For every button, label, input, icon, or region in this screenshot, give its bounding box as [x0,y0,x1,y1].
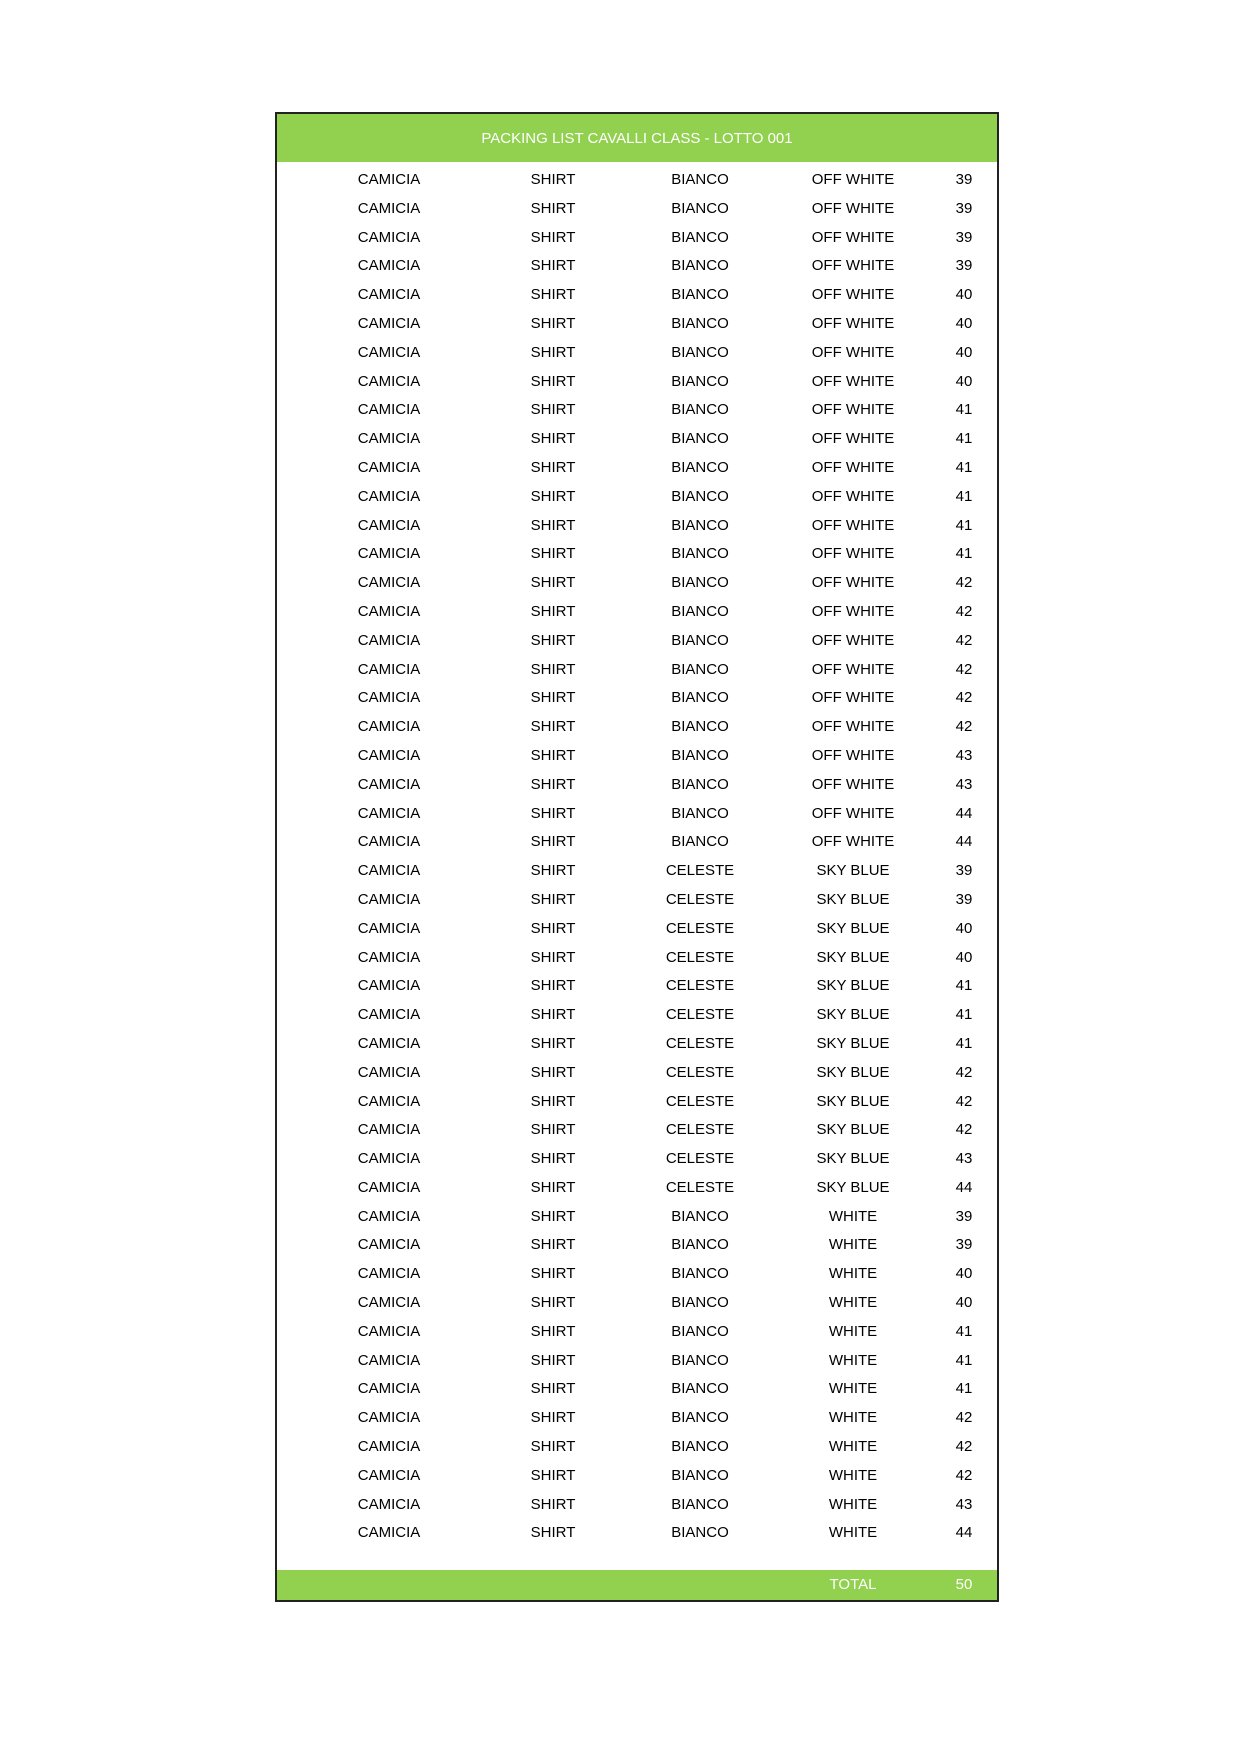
cell-item-en: SHIRT [530,890,576,908]
cell-size: 39 [955,228,973,246]
cell-item-en: SHIRT [530,804,576,822]
cell-color-it: CELESTE [665,1063,735,1081]
table-row [277,1433,997,1462]
cell-item-it: CAMICIA [357,804,421,822]
cell-size: 40 [955,372,973,390]
cell-item-it: CAMICIA [357,401,421,419]
cell-color-en: SKY BLUE [816,977,890,995]
table-row [277,713,997,742]
table-row [277,598,997,627]
cell-color-it: BIANCO [671,257,729,275]
cell-color-it: BIANCO [671,1495,729,1513]
cell-size: 42 [955,1438,973,1456]
cell-item-it: CAMICIA [357,286,421,304]
cell-item-it: CAMICIA [357,1236,421,1254]
cell-item-en: SHIRT [530,1034,576,1052]
table-row [277,483,997,512]
cell-color-it: BIANCO [671,574,729,592]
table-row [277,742,997,771]
cell-size: 40 [955,948,973,966]
cell-color-it: BIANCO [671,804,729,822]
cell-item-it: CAMICIA [357,862,421,880]
cell-color-en: SKY BLUE [816,1063,890,1081]
cell-size: 40 [955,919,973,937]
cell-color-en: OFF WHITE [811,660,895,678]
table-row [277,281,997,310]
cell-color-en: OFF WHITE [811,458,895,476]
cell-color-it: BIANCO [671,660,729,678]
cell-size: 41 [955,401,973,419]
cell-color-en: OFF WHITE [811,574,895,592]
cell-item-en: SHIRT [530,1121,576,1139]
cell-item-en: SHIRT [530,286,576,304]
cell-color-it: CELESTE [665,890,735,908]
cell-color-en: WHITE [828,1236,878,1254]
cell-item-it: CAMICIA [357,516,421,534]
cell-size: 40 [955,314,973,332]
cell-color-it: BIANCO [671,487,729,505]
cell-size: 41 [955,545,973,563]
table-row [277,1491,997,1520]
cell-color-it: BIANCO [671,775,729,793]
cell-color-it: BIANCO [671,458,729,476]
cell-color-it: BIANCO [671,1438,729,1456]
cell-item-en: SHIRT [530,602,576,620]
cell-item-it: CAMICIA [357,948,421,966]
cell-item-en: SHIRT [530,1236,576,1254]
cell-color-en: OFF WHITE [811,689,895,707]
table-row [277,195,997,224]
cell-item-en: SHIRT [530,574,576,592]
cell-color-en: OFF WHITE [811,746,895,764]
cell-item-it: CAMICIA [357,1063,421,1081]
table-row [277,915,997,944]
cell-item-en: SHIRT [530,458,576,476]
cell-color-en: WHITE [828,1207,878,1225]
cell-size: 39 [955,199,973,217]
table-row [277,310,997,339]
table-row [277,339,997,368]
cell-color-it: CELESTE [665,977,735,995]
cell-color-en: OFF WHITE [811,545,895,563]
cell-color-en: OFF WHITE [811,314,895,332]
cell-item-en: SHIRT [530,1092,576,1110]
cell-item-it: CAMICIA [357,718,421,736]
cell-color-en: OFF WHITE [811,804,895,822]
cell-color-it: BIANCO [671,343,729,361]
table-row [277,1059,997,1088]
cell-color-it: CELESTE [665,1006,735,1024]
cell-size: 42 [955,1121,973,1139]
cell-color-en: SKY BLUE [816,1121,890,1139]
cell-size: 42 [955,1409,973,1427]
packing-list-title: PACKING LIST CAVALLI CLASS - LOTTO 001 [277,114,997,162]
cell-item-en: SHIRT [530,1438,576,1456]
table-row [277,224,997,253]
cell-color-it: BIANCO [671,430,729,448]
table-row [277,396,997,425]
cell-item-en: SHIRT [530,516,576,534]
cell-color-it: BIANCO [671,545,729,563]
cell-item-it: CAMICIA [357,660,421,678]
cell-size: 41 [955,1034,973,1052]
cell-size: 42 [955,1092,973,1110]
cell-item-it: CAMICIA [357,545,421,563]
cell-item-it: CAMICIA [357,1409,421,1427]
cell-color-it: CELESTE [665,1121,735,1139]
table-row [277,886,997,915]
cell-color-it: BIANCO [671,1236,729,1254]
cell-color-it: BIANCO [671,602,729,620]
cell-item-en: SHIRT [530,199,576,217]
cell-color-en: WHITE [828,1380,878,1398]
cell-size: 42 [955,1063,973,1081]
cell-color-it: BIANCO [671,286,729,304]
cell-color-it: BIANCO [671,833,729,851]
table-row [277,1462,997,1491]
table-row [277,656,997,685]
table-row [277,944,997,973]
total-label: TOTAL [829,1576,877,1593]
cell-color-en: WHITE [828,1466,878,1484]
cell-color-it: BIANCO [671,1351,729,1369]
cell-color-it: BIANCO [671,718,729,736]
table-row [277,1519,997,1548]
cell-item-it: CAMICIA [357,314,421,332]
cell-item-en: SHIRT [530,718,576,736]
cell-item-en: SHIRT [530,660,576,678]
cell-item-en: SHIRT [530,257,576,275]
cell-color-en: OFF WHITE [811,718,895,736]
table-row [277,1116,997,1145]
cell-color-en: OFF WHITE [811,372,895,390]
cell-color-it: BIANCO [671,1265,729,1283]
cell-item-it: CAMICIA [357,919,421,937]
cell-item-en: SHIRT [530,1524,576,1542]
cell-size: 41 [955,516,973,534]
cell-color-it: CELESTE [665,1092,735,1110]
cell-item-en: SHIRT [530,1294,576,1312]
cell-color-it: BIANCO [671,1322,729,1340]
cell-item-en: SHIRT [530,1409,576,1427]
cell-size: 43 [955,746,973,764]
cell-color-en: SKY BLUE [816,890,890,908]
cell-size: 41 [955,487,973,505]
cell-item-it: CAMICIA [357,1150,421,1168]
cell-size: 39 [955,171,973,188]
cell-color-it: BIANCO [671,631,729,649]
cell-item-it: CAMICIA [357,1380,421,1398]
cell-size: 42 [955,574,973,592]
cell-color-en: SKY BLUE [816,862,890,880]
cell-item-en: SHIRT [530,1495,576,1513]
cell-color-en: WHITE [828,1495,878,1513]
cell-item-en: SHIRT [530,1207,576,1225]
cell-color-it: BIANCO [671,199,729,217]
table-row [277,1231,997,1260]
cell-item-it: CAMICIA [357,1294,421,1312]
cell-item-it: CAMICIA [357,372,421,390]
cell-color-it: CELESTE [665,1178,735,1196]
table-row [277,972,997,1001]
table-row [277,1145,997,1174]
total-value: 50 [955,1576,973,1593]
cell-item-it: CAMICIA [357,228,421,246]
table-row [277,1260,997,1289]
table-row [277,1001,997,1030]
cell-item-en: SHIRT [530,1063,576,1081]
table-row [277,1203,997,1232]
cell-item-en: SHIRT [530,746,576,764]
table-row [277,771,997,800]
table-row [277,1347,997,1376]
cell-item-en: SHIRT [530,343,576,361]
cell-item-en: SHIRT [530,977,576,995]
cell-item-it: CAMICIA [357,1121,421,1139]
cell-size: 39 [955,257,973,275]
cell-item-en: SHIRT [530,401,576,419]
cell-size: 44 [955,804,973,822]
cell-item-it: CAMICIA [357,1006,421,1024]
cell-item-en: SHIRT [530,1322,576,1340]
cell-color-it: BIANCO [671,1380,729,1398]
cell-color-en: SKY BLUE [816,1150,890,1168]
cell-color-it: BIANCO [671,1466,729,1484]
cell-item-en: SHIRT [530,1351,576,1369]
cell-item-it: CAMICIA [357,343,421,361]
cell-item-it: CAMICIA [357,1034,421,1052]
cell-color-en: OFF WHITE [811,775,895,793]
cell-color-en: OFF WHITE [811,516,895,534]
cell-item-it: CAMICIA [357,775,421,793]
cell-item-en: SHIRT [530,631,576,649]
cell-size: 42 [955,1466,973,1484]
cell-size: 44 [955,1524,973,1542]
cell-color-en: SKY BLUE [816,948,890,966]
cell-item-en: SHIRT [530,689,576,707]
cell-size: 40 [955,1265,973,1283]
table-row [277,828,997,857]
cell-item-it: CAMICIA [357,689,421,707]
total-bar [277,1570,997,1600]
cell-size: 41 [955,1322,973,1340]
cell-color-en: OFF WHITE [811,171,895,188]
cell-item-it: CAMICIA [357,458,421,476]
table-row [277,512,997,541]
cell-color-it: BIANCO [671,314,729,332]
cell-color-en: OFF WHITE [811,430,895,448]
cell-item-it: CAMICIA [357,430,421,448]
cell-color-it: BIANCO [671,1294,729,1312]
cell-color-en: WHITE [828,1322,878,1340]
packing-list-sheet [275,112,999,1602]
table-row [277,540,997,569]
table-row [277,1404,997,1433]
cell-size: 39 [955,890,973,908]
table-row [277,425,997,454]
cell-size: 44 [955,1178,973,1196]
cell-size: 40 [955,343,973,361]
cell-item-en: SHIRT [530,948,576,966]
cell-item-it: CAMICIA [357,1351,421,1369]
cell-color-en: SKY BLUE [816,1006,890,1024]
cell-item-en: SHIRT [530,1150,576,1168]
cell-size: 41 [955,1006,973,1024]
cell-item-it: CAMICIA [357,257,421,275]
cell-item-it: CAMICIA [357,199,421,217]
cell-item-it: CAMICIA [357,1438,421,1456]
cell-size: 43 [955,1150,973,1168]
cell-color-it: BIANCO [671,1524,729,1542]
cell-item-it: CAMICIA [357,746,421,764]
cell-color-en: OFF WHITE [811,257,895,275]
cell-item-en: SHIRT [530,430,576,448]
cell-color-en: SKY BLUE [816,1092,890,1110]
cell-color-it: BIANCO [671,401,729,419]
packing-list-rows [277,166,997,1548]
table-row [277,368,997,397]
table-row [277,1174,997,1203]
cell-color-en: SKY BLUE [816,919,890,937]
cell-color-it: BIANCO [671,516,729,534]
cell-color-it: CELESTE [665,1034,735,1052]
cell-size: 39 [955,1207,973,1225]
cell-item-it: CAMICIA [357,1178,421,1196]
cell-color-it: BIANCO [671,171,729,188]
table-row [277,1318,997,1347]
cell-color-it: CELESTE [665,1150,735,1168]
cell-color-en: OFF WHITE [811,401,895,419]
cell-color-en: WHITE [828,1294,878,1312]
cell-color-it: BIANCO [671,689,729,707]
cell-color-it: CELESTE [665,948,735,966]
table-row [277,684,997,713]
cell-item-en: SHIRT [530,171,576,188]
cell-color-en: WHITE [828,1351,878,1369]
cell-size: 41 [955,430,973,448]
cell-color-en: OFF WHITE [811,487,895,505]
table-row [277,1030,997,1059]
cell-size: 40 [955,1294,973,1312]
cell-color-it: CELESTE [665,862,735,880]
cell-item-it: CAMICIA [357,1092,421,1110]
table-row [277,800,997,829]
cell-color-en: OFF WHITE [811,228,895,246]
cell-color-en: WHITE [828,1409,878,1427]
cell-item-it: CAMICIA [357,1524,421,1542]
cell-size: 43 [955,775,973,793]
cell-color-it: BIANCO [671,746,729,764]
table-row [277,1375,997,1404]
cell-item-it: CAMICIA [357,602,421,620]
cell-color-en: OFF WHITE [811,602,895,620]
cell-size: 41 [955,977,973,995]
cell-item-en: SHIRT [530,862,576,880]
cell-color-it: BIANCO [671,372,729,390]
cell-item-en: SHIRT [530,1265,576,1283]
cell-color-en: OFF WHITE [811,343,895,361]
cell-item-en: SHIRT [530,314,576,332]
cell-item-it: CAMICIA [357,977,421,995]
cell-color-en: OFF WHITE [811,833,895,851]
cell-item-it: CAMICIA [357,171,421,188]
cell-item-it: CAMICIA [357,833,421,851]
cell-item-en: SHIRT [530,487,576,505]
cell-item-en: SHIRT [530,919,576,937]
cell-item-en: SHIRT [530,372,576,390]
cell-item-en: SHIRT [530,228,576,246]
cell-size: 42 [955,602,973,620]
table-row [277,1088,997,1117]
cell-size: 43 [955,1495,973,1513]
cell-size: 41 [955,458,973,476]
cell-size: 39 [955,862,973,880]
cell-item-it: CAMICIA [357,890,421,908]
cell-item-it: CAMICIA [357,1322,421,1340]
cell-color-it: CELESTE [665,919,735,937]
cell-color-en: WHITE [828,1524,878,1542]
cell-item-it: CAMICIA [357,1495,421,1513]
cell-item-en: SHIRT [530,833,576,851]
cell-size: 41 [955,1380,973,1398]
cell-item-en: SHIRT [530,775,576,793]
table-row [277,857,997,886]
table-row [277,454,997,483]
cell-item-it: CAMICIA [357,487,421,505]
cell-color-it: BIANCO [671,1207,729,1225]
table-row [277,627,997,656]
cell-color-en: OFF WHITE [811,286,895,304]
table-row [277,569,997,598]
cell-item-it: CAMICIA [357,1207,421,1225]
cell-item-en: SHIRT [530,1466,576,1484]
table-row [277,166,997,195]
cell-color-it: BIANCO [671,228,729,246]
cell-item-en: SHIRT [530,1380,576,1398]
cell-size: 42 [955,689,973,707]
cell-color-en: OFF WHITE [811,631,895,649]
cell-color-en: WHITE [828,1438,878,1456]
cell-size: 40 [955,286,973,304]
cell-item-it: CAMICIA [357,1265,421,1283]
cell-color-en: SKY BLUE [816,1034,890,1052]
cell-color-it: BIANCO [671,1409,729,1427]
cell-size: 39 [955,1236,973,1254]
cell-color-en: WHITE [828,1265,878,1283]
table-row [277,252,997,281]
cell-item-en: SHIRT [530,1006,576,1024]
cell-color-en: OFF WHITE [811,199,895,217]
cell-size: 42 [955,660,973,678]
cell-item-en: SHIRT [530,545,576,563]
cell-item-en: SHIRT [530,1178,576,1196]
cell-item-it: CAMICIA [357,1466,421,1484]
table-row [277,1289,997,1318]
cell-color-en: SKY BLUE [816,1178,890,1196]
cell-size: 44 [955,833,973,851]
cell-size: 41 [955,1351,973,1369]
cell-size: 42 [955,718,973,736]
cell-item-it: CAMICIA [357,574,421,592]
cell-item-it: CAMICIA [357,631,421,649]
cell-size: 42 [955,631,973,649]
